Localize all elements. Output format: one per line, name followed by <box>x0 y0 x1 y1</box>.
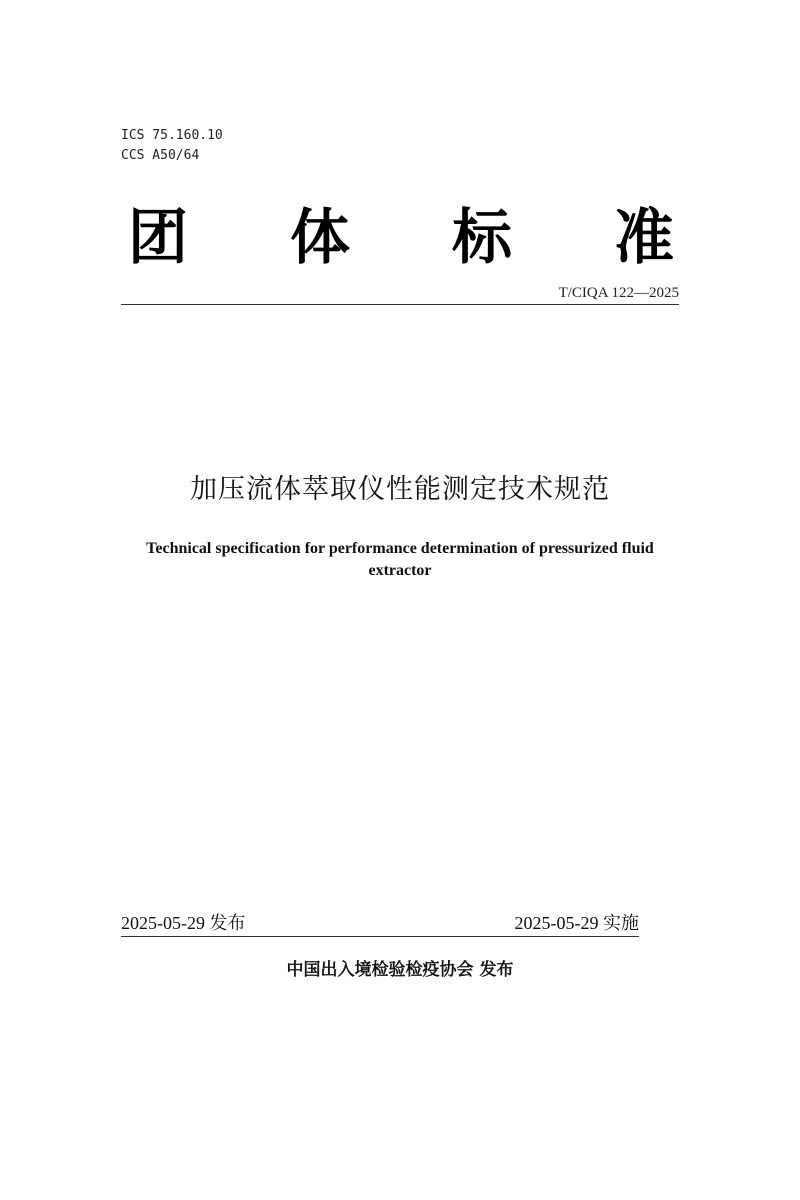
title-english-line: Technical specification for performance determination of pressurized fluid <box>146 540 654 557</box>
standard-type-char: 准 <box>614 203 674 273</box>
standard-number: T/CIQA 122—2025 <box>558 285 679 301</box>
standard-type-char: 标 <box>452 203 512 273</box>
standard-type-heading <box>121 198 681 278</box>
title-english-line: extractor <box>368 562 432 579</box>
classification-codes <box>121 126 223 166</box>
top-divider <box>121 304 679 305</box>
bottom-divider <box>121 936 639 937</box>
release-date: 2025-05-29 发布 <box>121 913 246 933</box>
title-chinese: 加压流体萃取仪性能测定技术规范 <box>190 474 610 505</box>
standard-type-char: 团 <box>128 203 188 273</box>
dates-row <box>121 912 639 934</box>
title-english <box>120 538 680 582</box>
ics-code: ICS 75.160.10 <box>121 128 223 143</box>
ccs-code: CCS A50/64 <box>121 148 200 163</box>
issuer: 中国出入境检验检疫协会 发布 <box>286 960 514 980</box>
implementation-date: 2025-05-29 实施 <box>514 913 639 933</box>
standard-type-char: 体 <box>290 203 350 273</box>
